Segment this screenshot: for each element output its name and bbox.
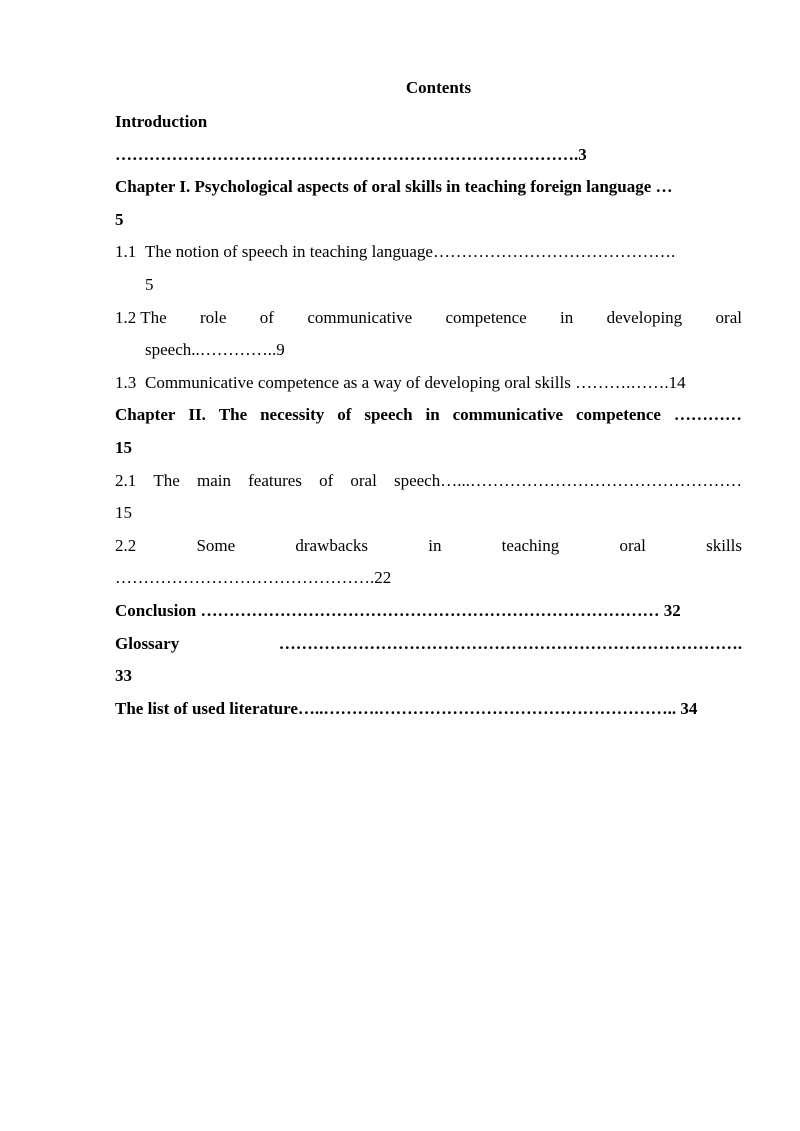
section-word: 2.2 (115, 535, 137, 555)
section-word: in (428, 535, 442, 555)
entry-leader: ………………………………………………………………………. (278, 633, 742, 653)
section-word: communicative (307, 307, 413, 327)
chapter-word: of (337, 405, 352, 425)
toc-entry-1-1-page: 5 (145, 274, 154, 294)
chapter-word: communicative (452, 405, 564, 425)
toc-entry-chapter-2[interactable] (115, 399, 742, 432)
section-word: drawbacks (295, 535, 369, 555)
toc-entry-glossary[interactable] (115, 628, 742, 661)
toc-entry-introduction[interactable]: Introduction (115, 112, 208, 131)
toc-entry-glossary-page: 33 (115, 666, 132, 686)
toc-entry-chapter-2-page: 15 (115, 437, 132, 457)
section-word: teaching (501, 535, 560, 555)
toc-entry-introduction-leader: ……………………………………………………………………….3 (115, 144, 587, 164)
chapter-word: competence (576, 405, 661, 425)
chapter-word: The (218, 405, 248, 425)
toc-entry-2-2-cont: ……………………………………….22 (115, 568, 392, 588)
section-word: skills (706, 535, 742, 555)
table-of-contents (115, 74, 742, 725)
toc-entry-2-2[interactable] (115, 530, 742, 563)
chapter-word: in (425, 405, 440, 425)
toc-entry-2-1-page: 15 (115, 503, 132, 523)
section-number: 1.3 (115, 372, 137, 392)
section-word: oral (350, 470, 377, 490)
section-title: The notion of speech in teaching language……………………………………. (145, 242, 676, 262)
toc-entry-conclusion[interactable] (115, 595, 742, 628)
entry-leader: ……………………………………………………………………… 32 (200, 600, 681, 620)
section-title: Communicative competence as a way of developing oral skills ……….…….14 (145, 372, 686, 392)
section-word: oral (619, 535, 646, 555)
section-word: features (248, 470, 302, 490)
chapter-word: necessity (260, 405, 325, 425)
chapter-word: Chapter (115, 405, 176, 425)
section-word: speech…...………………………………………… (393, 470, 742, 490)
toc-entry-chapter-1-page: 5 (115, 209, 124, 229)
section-word: in (560, 307, 574, 327)
section-word: main (196, 470, 231, 490)
toc-entry-chapter-1[interactable]: Chapter I. Psychological aspects of oral skills in teaching foreign language … (115, 177, 673, 197)
section-word: role (200, 307, 227, 327)
entry-label: Conclusion (115, 600, 197, 620)
toc-entry-literature[interactable]: The list of used literature…..……….…………………………………………….. 34 (115, 698, 698, 718)
entry-label: Glossary (115, 633, 180, 653)
section-word: competence (445, 307, 527, 327)
section-number: 1.1 (115, 242, 137, 262)
toc-entry-1-2[interactable] (115, 302, 742, 335)
section-word: of (319, 470, 334, 490)
toc-entry-2-1[interactable] (115, 465, 742, 498)
page-title: Contents (405, 78, 472, 97)
toc-entry-1-2-cont: speech..…………..9 (145, 340, 285, 360)
chapter-word: speech (364, 405, 413, 425)
chapter-word: II. (188, 405, 206, 425)
section-word: Some (196, 535, 236, 555)
section-word: oral (715, 307, 742, 327)
section-word: of (259, 307, 274, 327)
toc-entry-1-1[interactable] (115, 236, 742, 269)
toc-entry-1-3[interactable] (115, 367, 742, 400)
chapter-word: ………… (673, 405, 742, 425)
section-number: 1.2 The (115, 307, 167, 327)
section-word: The (153, 470, 180, 490)
section-word: developing (606, 307, 683, 327)
section-word: 2.1 (115, 470, 137, 490)
